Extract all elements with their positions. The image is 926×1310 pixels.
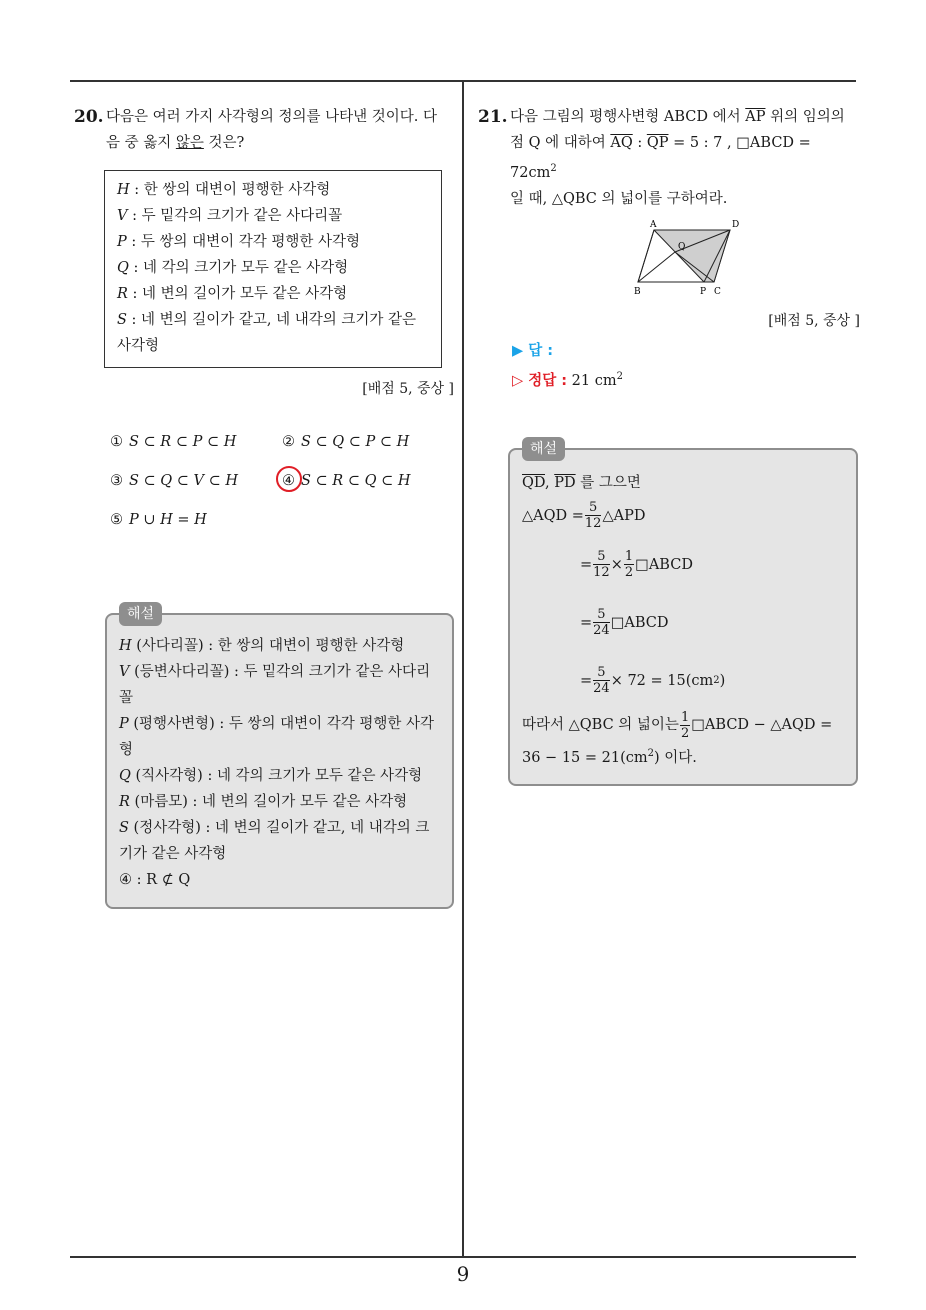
shaded-region (654, 230, 730, 282)
q21-number: 21. (478, 107, 508, 127)
choice-4[interactable]: ④ S ⊂ R ⊂ Q ⊂ H (282, 473, 454, 489)
label-c: C (714, 286, 721, 297)
question-20 (74, 104, 454, 909)
q21-prompt-line2: 점 Q 에 대하여 $\overline{AQ}$ : $\overline{QP} = 5$ : 7 , □ABCD = $72cm^2$ (510, 135, 811, 181)
q20-prompt (74, 104, 454, 156)
label-b: B (634, 286, 641, 297)
answer-input-line[interactable]: ▶ 답 : (512, 342, 554, 359)
def-p: P : 두 쌍의 대변이 각각 평행한 사각형 (117, 234, 361, 250)
parallelogram-figure (634, 220, 744, 300)
label-a: A (650, 219, 657, 230)
sol-line-1: $\overline{QD}$, $\overline{PD}$ 를 그으면 (522, 474, 641, 491)
q20-choices (110, 434, 454, 551)
question-21 (478, 104, 860, 786)
expl-h: H (사다리꼴) : 한 쌍의 대변이 평행한 사각형 (119, 638, 405, 654)
q20-explanation (105, 606, 454, 909)
sol-eq-3: = $\frac{5}{24}$ □ABCD (580, 607, 669, 639)
expl-s: S (정사각형) : 네 변의 길이가 같고, 네 내각의 크기가 같은 사각형 (119, 820, 430, 862)
def-s: S : 네 변의 길이가 같고, 네 내각의 크기가 같은 사각형 (117, 312, 417, 354)
q20-points: [배점 5, 중상 ] (362, 381, 454, 397)
sol-eq-4: = $\frac{5}{24}$ × 72 = 15(cm 2 ) (580, 665, 726, 697)
explanation-tag: 해설 (522, 437, 565, 461)
segment-bq (638, 252, 675, 282)
choice-3[interactable]: ③ S ⊂ Q ⊂ V ⊂ H (110, 473, 239, 489)
q20-prompt-line1: 다음은 여러 가지 사각형의 정의를 나타낸 것이다. 다 (106, 109, 438, 125)
q21-prompt (478, 104, 860, 212)
q21-prompt-line1: 다음 그림의 평행사변형 ABCD 에서 $\overline{AP}$ 위의 임의의 (510, 109, 845, 125)
expl-p: P (평행사변형) : 두 쌍의 대변이 각각 평행한 사각형 (119, 716, 434, 758)
expl-r: R (마름모) : 네 변의 길이가 모두 같은 사각형 (119, 794, 408, 810)
q20-definition-box (104, 170, 442, 368)
correct-answer-line: ▷ 정답 : 21 $cm^2$ (512, 370, 623, 389)
sol-eq-2: = $\frac{5}{12}$ × $\frac{1}{2}$ □ABCD (580, 549, 693, 581)
def-h: H : 한 쌍의 대변이 평행한 사각형 (117, 182, 331, 198)
q20-number: 20. (74, 107, 104, 127)
choice-2[interactable]: ② S ⊂ Q ⊂ P ⊂ H (282, 434, 410, 450)
label-p: P (700, 286, 707, 297)
q20-prompt-line2: 음 중 옳지 않은 것은? (106, 135, 245, 151)
expl-answer: ④ : R ⊄ Q (119, 872, 191, 888)
q21-points: [배점 5, 중상 ] (768, 312, 860, 329)
page-number: 9 (456, 1262, 470, 1286)
choice-1[interactable]: ① S ⊂ R ⊂ P ⊂ H (110, 434, 237, 450)
expl-q: Q (직사각형) : 네 각의 크기가 모두 같은 사각형 (119, 768, 423, 784)
q21-prompt-line3: 일 때, △QBC 의 넓이를 구하여라. (510, 190, 728, 207)
sol-final-2: $36 - 15 = 21(cm^2)$ 이다. (522, 747, 697, 766)
sol-final-1: 따라서 △QBC 의 넓이는 $\frac{1}{2}$ □ABCD − △AQD = (522, 709, 833, 741)
label-q: Q (678, 241, 686, 252)
def-v: V : 두 밑각의 크기가 같은 사다리꼴 (117, 208, 343, 224)
column-divider (462, 82, 464, 1257)
bottom-rule (70, 1256, 856, 1258)
def-r: R : 네 변의 길이가 모두 같은 사각형 (117, 286, 348, 302)
label-d: D (732, 219, 740, 230)
choice-5[interactable]: ⑤ P ∪ H = H (110, 512, 207, 528)
expl-v: V (등변사다리꼴) : 두 밑각의 크기가 같은 사다리꼴 (119, 664, 431, 706)
sol-eq-1: △AQD = $\frac{5}{12}$ △APD (522, 500, 646, 532)
selected-answer-circle (276, 466, 302, 492)
q20-emphasis: 않은 (175, 135, 204, 151)
def-q: Q : 네 각의 크기가 모두 같은 사각형 (117, 260, 349, 276)
q21-explanation (508, 440, 858, 787)
explanation-tag: 해설 (119, 602, 162, 626)
